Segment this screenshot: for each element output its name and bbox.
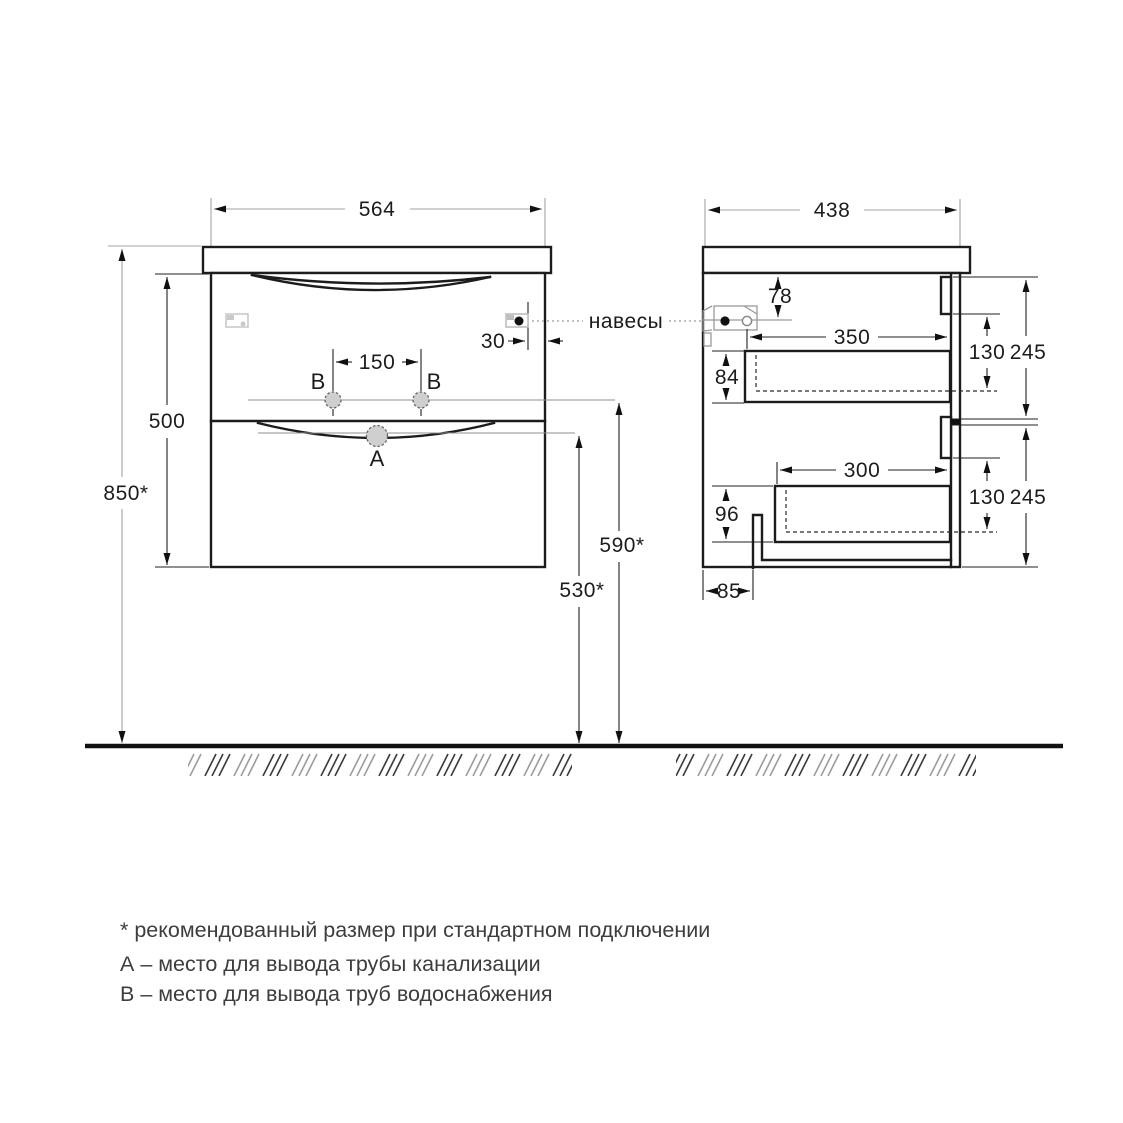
hanger-drop-value: 78	[767, 285, 793, 308]
handle-recess-top	[941, 277, 951, 314]
bottom-drawer-height-value: 96	[714, 503, 740, 526]
side-dim-top-front-height	[1010, 280, 1047, 416]
hangers-callout	[532, 310, 706, 333]
water-hole-right	[413, 392, 429, 408]
handle-recess-bottom	[941, 417, 951, 458]
side-dim-top-inner	[969, 317, 1006, 388]
floor-hatching-right	[676, 752, 976, 776]
bottom-drawer-box	[775, 486, 997, 542]
holes-span-value: 150	[358, 351, 396, 374]
side-dim-bottom-inner	[969, 461, 1006, 529]
front-dim-floor-to-top	[103, 246, 201, 743]
water-marker-left: В	[310, 369, 326, 394]
hanger-screw	[241, 322, 246, 327]
drawer-front-gap	[951, 419, 960, 425]
hanger-icon-right	[506, 314, 528, 327]
right-extension-lines	[951, 277, 1038, 567]
side-countertop	[703, 247, 970, 273]
side-dim-bottom-front-height	[1010, 428, 1047, 565]
note-water: В – место для вывода труб водоснабжения	[120, 982, 553, 1006]
hanger-mount-point	[720, 316, 729, 325]
bottom-front-height-value: 245	[1009, 486, 1047, 509]
front-countertop	[203, 247, 551, 273]
floor-to-drain-value: 530*	[559, 579, 605, 602]
note-drain: А – место для вывода трубы канализации	[120, 952, 541, 976]
notes	[120, 918, 710, 1006]
note-asterisk: * рекомендованный размер при стандартном подключении	[120, 918, 711, 942]
floor-hatching-left	[188, 752, 572, 776]
hanger-icon-left	[226, 314, 248, 327]
bottom-inner-value: 130	[968, 486, 1006, 509]
drain-hole	[367, 426, 388, 447]
bottom-drawer-depth-value: 300	[843, 459, 881, 482]
front-dim-floor-to-drain	[559, 436, 604, 743]
drain-marker: А	[369, 446, 385, 471]
top-drawer-depth-value: 350	[833, 326, 871, 349]
side-dim-back-offset	[703, 570, 753, 603]
front-width-value: 564	[358, 198, 396, 221]
hangers-label: навесы	[588, 310, 664, 333]
water-hole-left	[325, 392, 341, 408]
hanger-offset-value: 30	[480, 330, 506, 353]
depth-value: 438	[813, 199, 851, 222]
floor-to-water-value: 590*	[599, 534, 645, 557]
front-height-value: 500	[148, 410, 186, 433]
front-view	[103, 198, 706, 743]
top-drawer-height-value: 84	[714, 366, 740, 389]
water-marker-right: В	[426, 369, 442, 394]
back-offset-value: 85	[716, 580, 742, 603]
floor	[85, 746, 1063, 776]
bottom-drawer	[775, 486, 950, 542]
side-view	[703, 199, 1046, 603]
top-front-height-value: 245	[1009, 341, 1047, 364]
front-cabinet	[203, 247, 551, 567]
floor-to-top-value: 850*	[103, 482, 149, 505]
top-inner-value: 130	[968, 341, 1006, 364]
hanger-tab	[227, 315, 234, 320]
top-drawer	[745, 351, 950, 402]
front-dim-floor-to-water	[599, 403, 644, 743]
front-dim-height	[149, 274, 209, 567]
hanger-mount-point	[515, 317, 524, 326]
adjustment-hole	[742, 316, 751, 325]
hanger-tab	[507, 315, 514, 320]
